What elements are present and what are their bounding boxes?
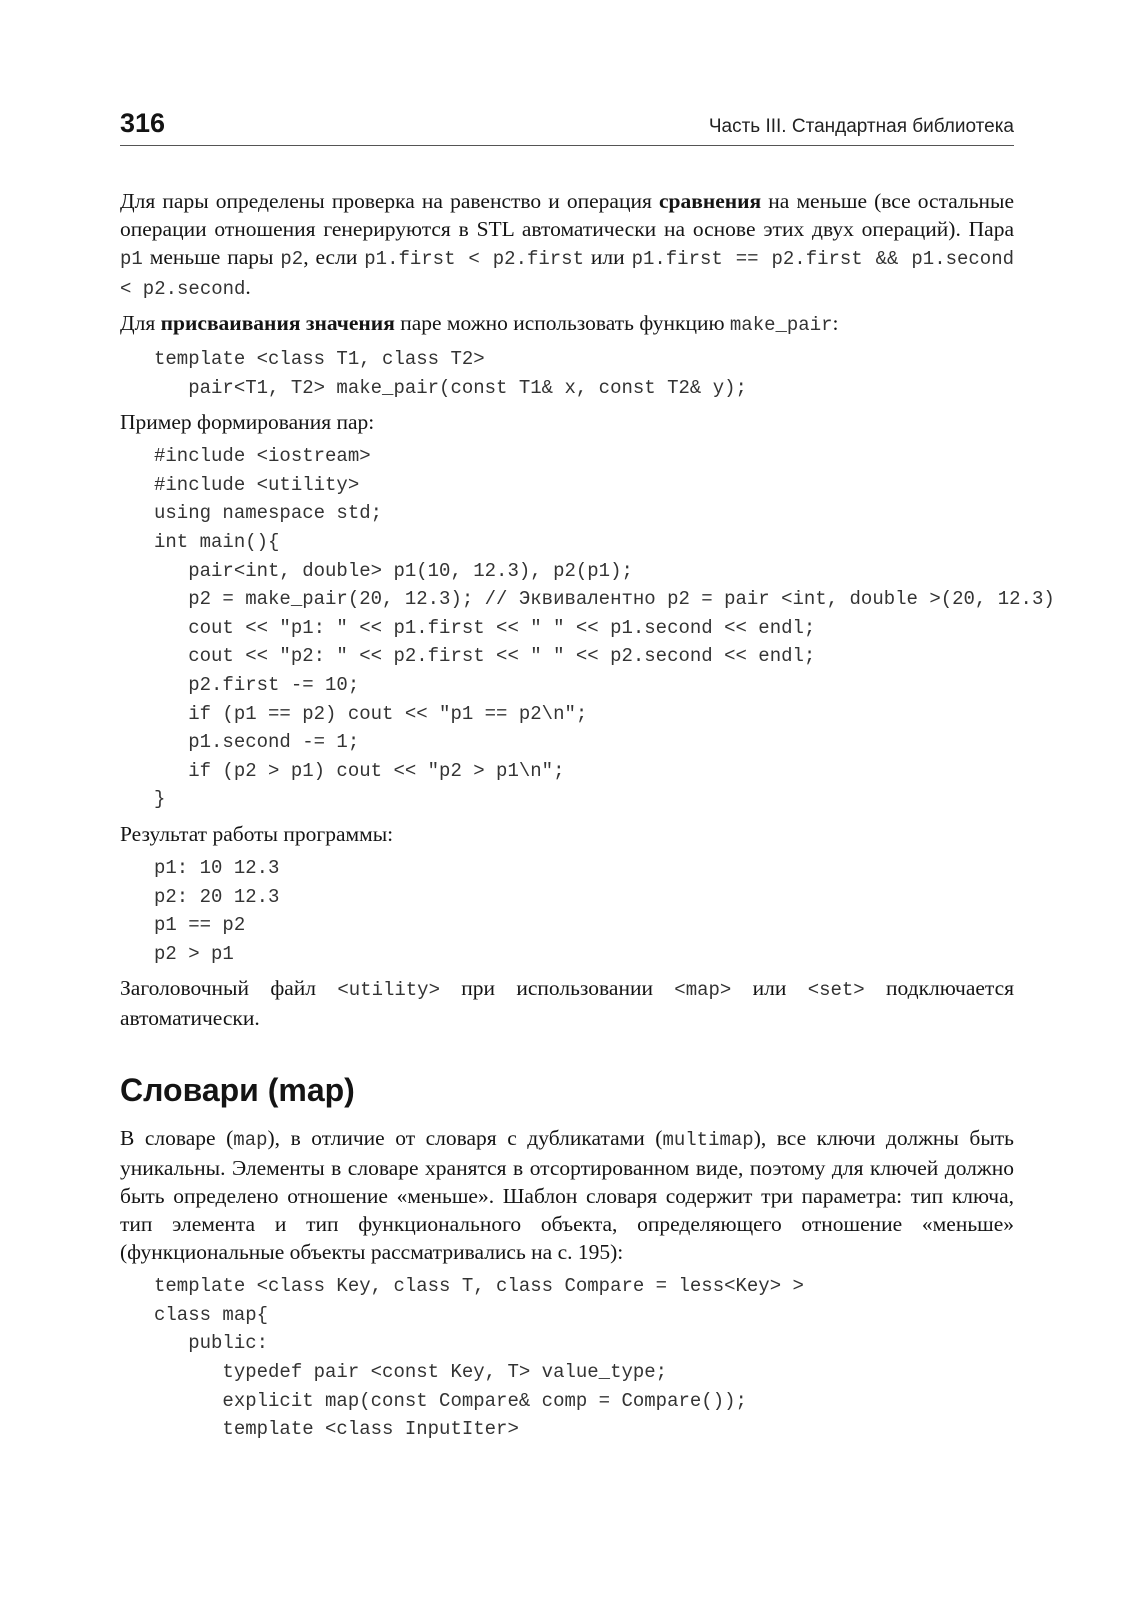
text: или [731,976,808,1001]
page-body [120,187,1055,1450]
text: подключается автоматически. [120,976,1014,1031]
text: ), в отличие от словаря с дубликатами ( [267,1126,663,1151]
text: меньше пары [142,245,281,269]
text: Заголовочный файл [120,976,338,1001]
inline-code: <map> [674,979,732,1002]
code-block-output: p1: 10 12.3 p2: 20 12.3 p1 == p2 p2 > p1 [154,856,280,965]
inline-code: <utility> [337,979,440,1002]
text: Для пары определены проверка на равенство и операция [120,189,659,213]
header-rule [120,145,1014,146]
inline-code: p1.first == p2.first && p1.second < p2.second [120,248,1015,300]
code-block-make-pair: template <class T1, class T2> pair<T1, T2> make_pair(const T1& x, const T2& y); [154,348,747,399]
text: . [245,275,251,299]
text: , если [303,245,365,269]
inline-code: multimap [662,1129,754,1152]
page-number: 316 [120,108,166,138]
inline-code: p2 [280,248,304,270]
paragraph-make-pair [120,309,1014,339]
inline-code: map [233,1129,268,1152]
code-block-map-template: template <class Key, class T, class Compare = less<Key> > class map{ public: typedef pair <const Key, T> value_type; explicit map(const Compare& comp = Compare()); template <class InputIter> [154,1275,804,1441]
bold-term: сравнения [658,189,762,213]
code-block-example: #include <iostream> #include <utility> using namespace std; int main(){ pair<int, double> p1(10, 12.3), p2(p1); p2 = make_pair(20, 12.3); // Эквивалентно p2 = pair <int, double >(20, 12.3) cout << "p1: " << p1.first << " " << p1.second << endl; cout << "p2: " << p2.first << " " << p2.second << endl; p2.first -= 10; if (p1 == p2) cout << "p1 == p2\n"; p1.second -= 1; if (p2 > p1) cout << "p2 > p1\n"; } [154,445,1055,811]
paragraph-utility-header [120,974,1014,1032]
paragraph-pair-comparison [120,187,1014,303]
paragraph-map-description [120,1124,1014,1266]
paragraph-output-intro: Результат работы программы: [120,821,394,846]
inline-code: make_pair [729,314,833,336]
bold-term: присваивания значения [160,311,395,335]
text: на меньше (все остальные операции отношения генерируются в STL автоматически на основе этих двух операций). Пара [120,189,1014,241]
paragraph-example-intro: Пример формирования пар: [120,410,375,435]
running-title: Часть III. Стандартная библиотека [708,116,1014,137]
inline-code: <set> [807,979,865,1002]
inline-code: p1.first < p2.first [364,248,584,270]
text: Для [120,311,161,335]
text: : [832,311,839,335]
section-title: Словари (map) [120,1072,355,1109]
text: при использовании [439,976,675,1001]
text: паре можно использовать функцию [394,311,730,335]
text: ), все ключи должны быть уникальны. Элементы в словаре хранятся в отсортированном виде, поэтому для ключей должно быть определено отношение «меньше». Шаблон словаря содержит три параметра: тип ключа, тип элемента и тип функционального объекта, определяющего отношение «меньше» (функциональные объекты рассматривались на с. 195): [120,1126,1014,1265]
text: или [584,245,632,269]
text: В словаре ( [120,1126,234,1151]
inline-code: p1 [120,248,143,270]
